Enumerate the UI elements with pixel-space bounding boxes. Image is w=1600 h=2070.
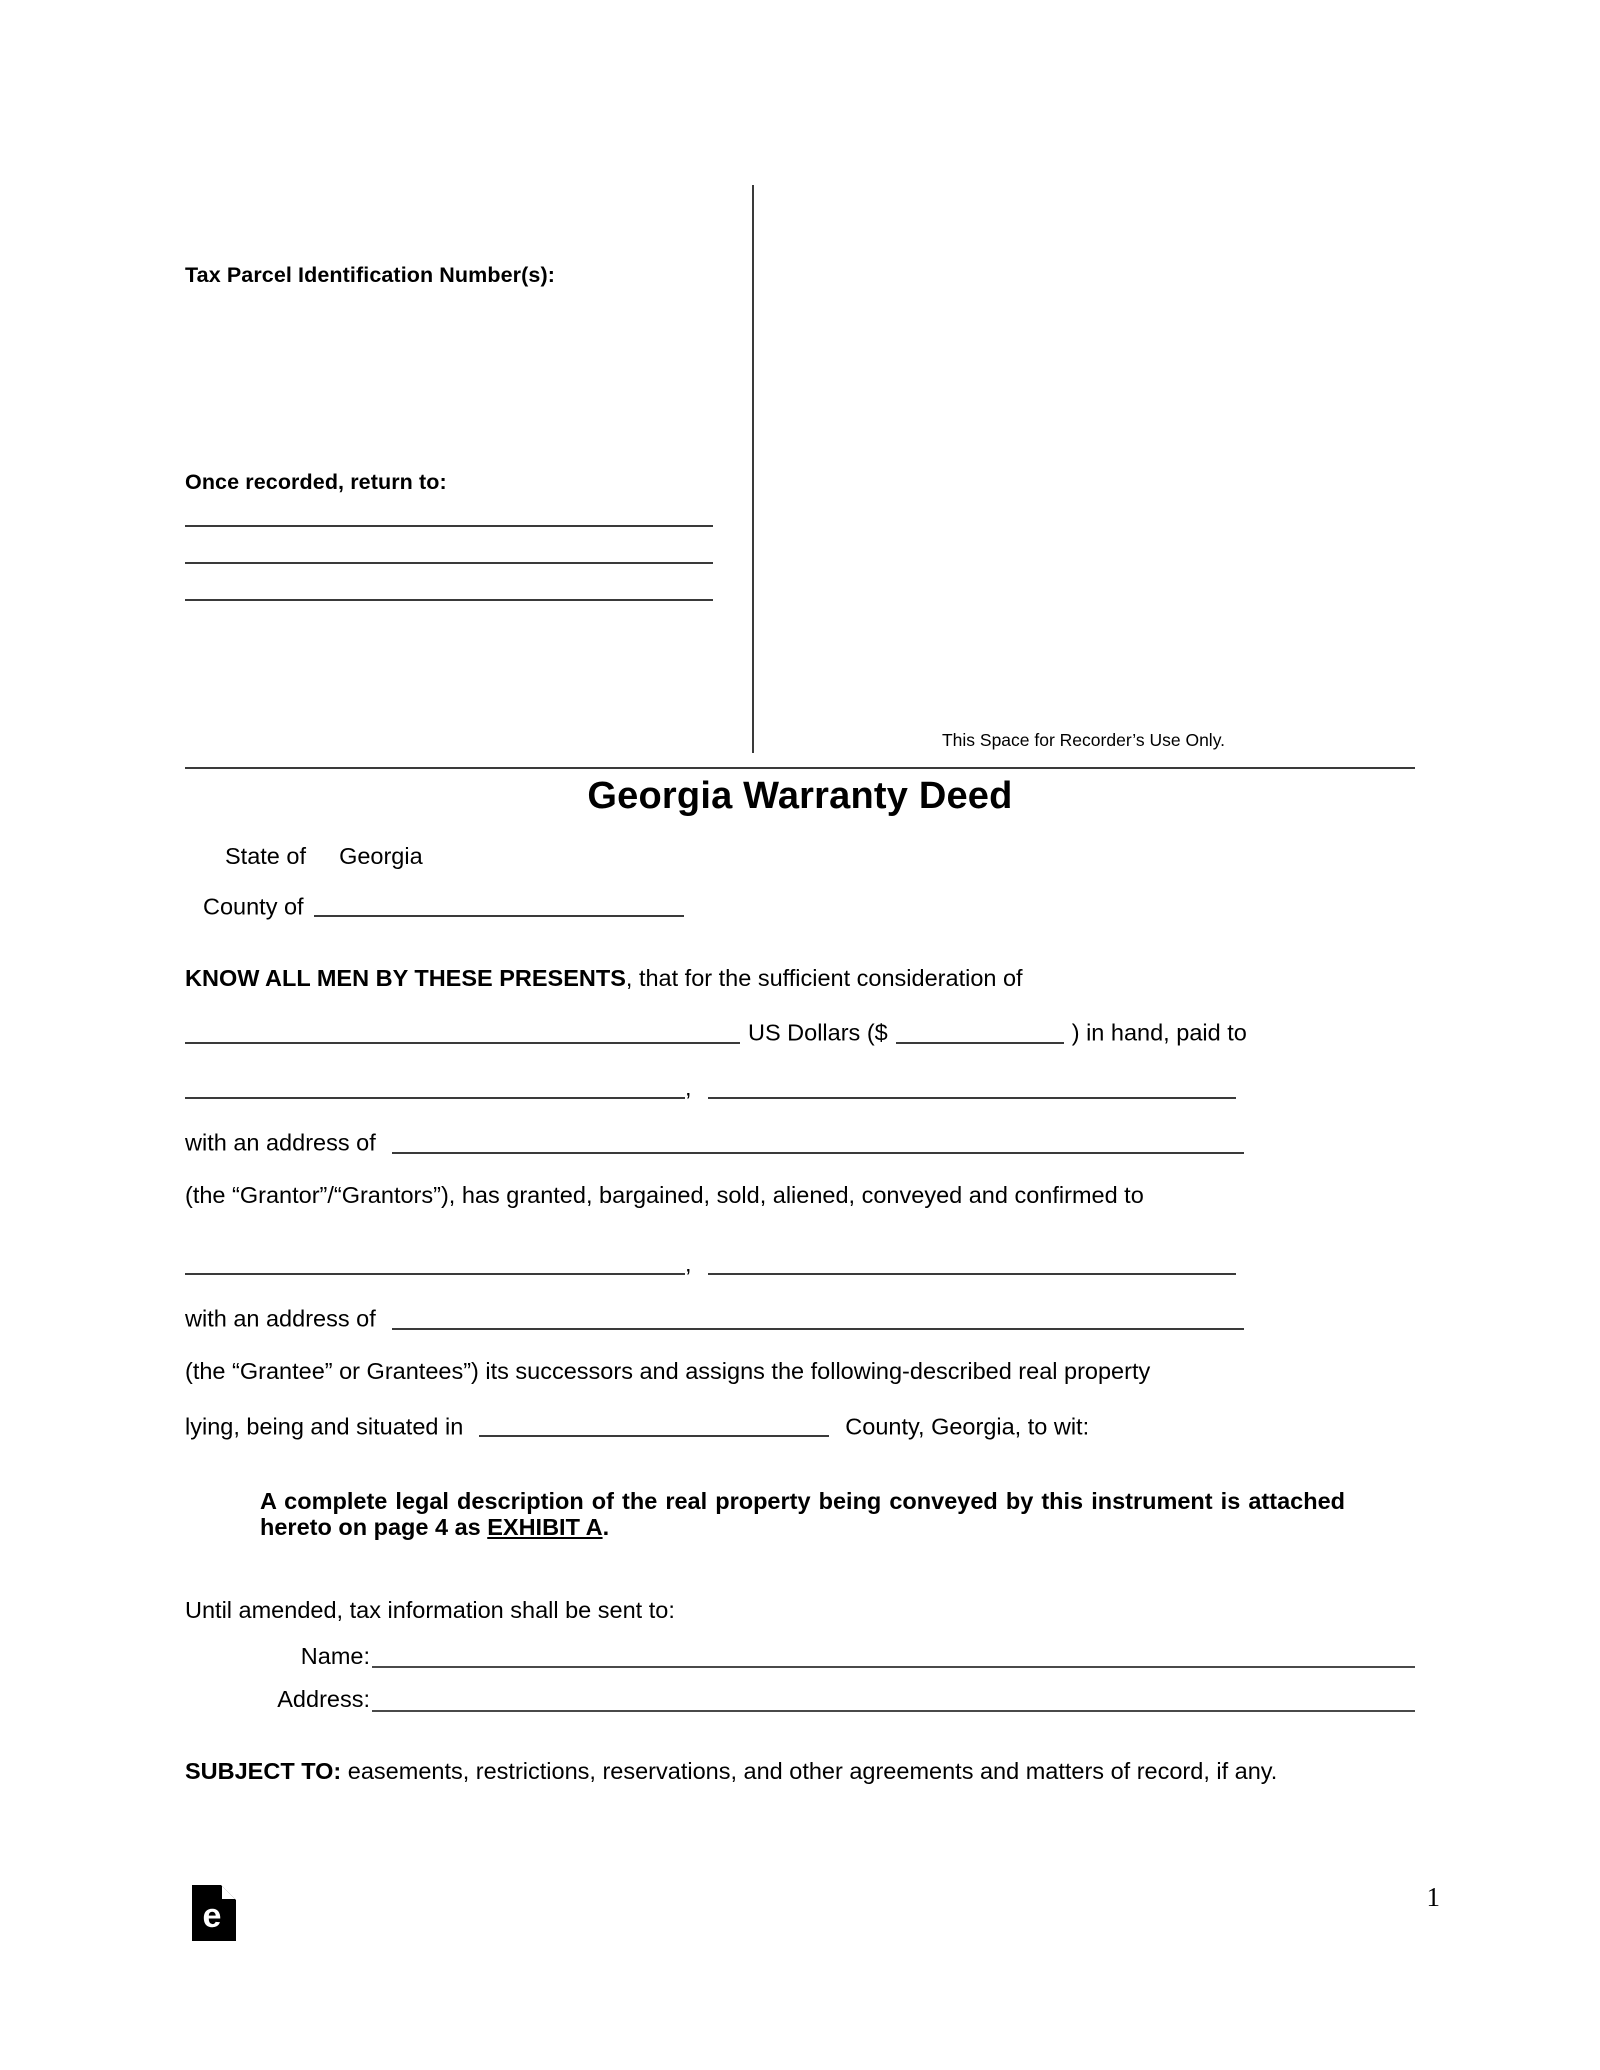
grantor-name-blank-1[interactable]	[185, 1072, 685, 1099]
presents-rest-label: , that for the sufficient consideration of	[625, 964, 1023, 991]
property-county-blank[interactable]	[479, 1411, 829, 1438]
subject-to-paragraph	[185, 1758, 1415, 1785]
grantor-comma: ,	[685, 1074, 692, 1101]
consideration-amount-blank[interactable]	[896, 1017, 1064, 1044]
exhibit-text-before: A complete legal description of the real property being conveyed by this instrument is attached hereto on page 4 as	[260, 1487, 1345, 1541]
page-title: Georgia Warranty Deed	[587, 775, 1013, 817]
tax-parcel-label: Tax Parcel Identification Number(s):	[185, 263, 555, 287]
state-value: Georgia	[339, 843, 423, 869]
grantee-address-label: with an address of	[185, 1305, 376, 1332]
lying-situated-label: lying, being and situated in	[185, 1413, 464, 1440]
recorder-use-note: This Space for Recorder’s Use Only.	[941, 730, 1226, 750]
svg-text:e: e	[202, 1897, 222, 1935]
state-row	[225, 845, 1415, 869]
consideration-line	[185, 1017, 1415, 1046]
grantor-name-line	[185, 1072, 1415, 1101]
subject-to-text: easements, restrictions, reservations, and other agreements and matters of record, if any.	[341, 1757, 1278, 1784]
exhibit-a-paragraph	[260, 1488, 1345, 1542]
grantor-address-label: with an address of	[185, 1129, 376, 1156]
subject-to-label: SUBJECT TO:	[185, 1757, 342, 1784]
grantor-address-blank[interactable]	[392, 1127, 1244, 1154]
exhibit-a-link-text: EXHIBIT A	[487, 1514, 603, 1541]
return-address-line-2[interactable]	[185, 562, 713, 564]
tax-address-blank[interactable]	[372, 1686, 1415, 1712]
deed-body	[185, 845, 1415, 1784]
grantee-comma: ,	[685, 1250, 692, 1277]
exhibit-text-after: .	[602, 1514, 610, 1541]
recorder-header-block	[185, 185, 1415, 770]
county-row	[203, 891, 1415, 919]
county-label: County of	[203, 893, 304, 920]
vertical-divider	[752, 185, 754, 753]
eforms-document-icon	[192, 1885, 236, 1941]
grantor-name-blank-2[interactable]	[708, 1072, 1236, 1099]
county-georgia-label: County, Georgia, to wit:	[845, 1413, 1090, 1440]
grantee-name-blank-2[interactable]	[708, 1248, 1236, 1275]
grantee-clause-text: (the “Grantee” or Grantees”) its successors and assigns the following-described real property	[185, 1358, 1151, 1385]
grantor-address-line	[185, 1127, 1415, 1156]
page-number: 1	[1426, 1882, 1440, 1912]
in-hand-label: ) in hand, paid to	[1071, 1019, 1247, 1046]
county-input-blank[interactable]	[314, 891, 684, 918]
return-to-label: Once recorded, return to:	[185, 470, 447, 494]
presents-line	[185, 965, 1415, 991]
horizontal-divider	[185, 767, 1415, 769]
presents-bold-label: KNOW ALL MEN BY THESE PRESENTS	[185, 964, 626, 991]
return-address-line-3[interactable]	[185, 599, 713, 601]
grantee-address-blank[interactable]	[392, 1303, 1244, 1330]
grantor-clause-text: (the “Grantor”/“Grantors”), has granted, bargained, sold, aliened, conveyed and confirmed to	[185, 1181, 1144, 1208]
tax-information-heading: Until amended, tax information shall be sent to:	[185, 1597, 675, 1624]
grantee-name-line	[185, 1248, 1415, 1277]
grantee-address-line	[185, 1303, 1415, 1332]
tax-name-blank[interactable]	[372, 1643, 1415, 1669]
us-dollars-label: US Dollars ($	[748, 1019, 888, 1046]
tax-name-row	[185, 1643, 1415, 1669]
return-address-blanks	[185, 525, 713, 636]
grantee-name-blank-1[interactable]	[185, 1248, 685, 1275]
return-address-line-1[interactable]	[185, 525, 713, 527]
tax-name-label: Name:	[300, 1642, 370, 1669]
state-label: State of	[225, 843, 306, 869]
tax-address-row	[185, 1686, 1415, 1712]
property-county-line	[185, 1411, 1415, 1440]
tax-address-label: Address:	[277, 1686, 370, 1713]
consideration-words-blank[interactable]	[185, 1017, 740, 1044]
